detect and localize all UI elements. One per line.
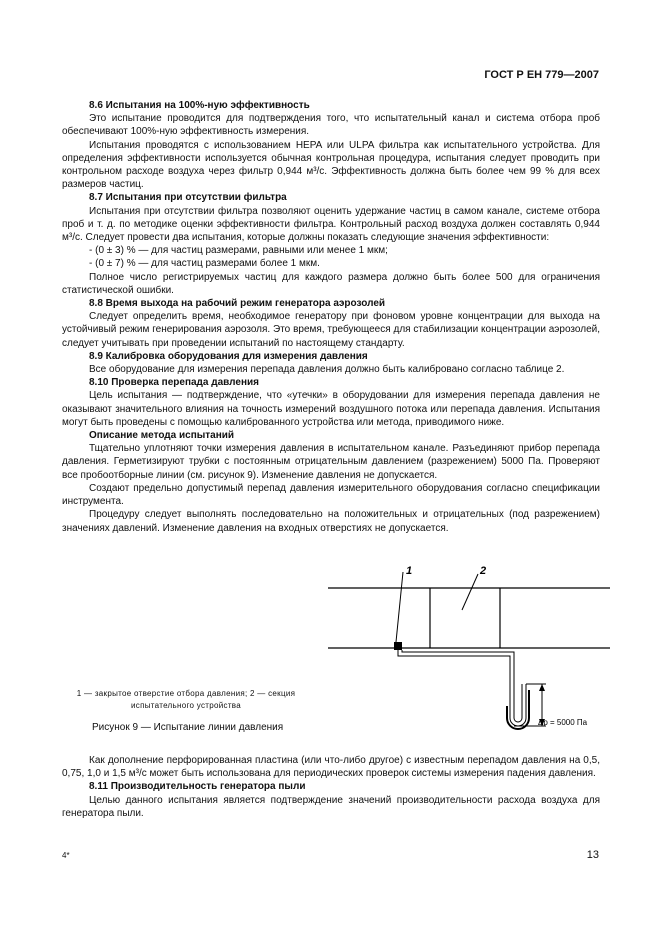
tube-outer xyxy=(402,650,522,722)
pressure-line-diagram xyxy=(320,560,610,740)
label-2-leader xyxy=(462,574,478,610)
section-8-7-item2: - (0 ± 7) % — для частиц размерами более 1 мкм. xyxy=(89,258,320,270)
body-text-bottom xyxy=(62,754,600,820)
dp-label: Δp = 5000 Па xyxy=(538,718,588,727)
section-8-11-title: 8.11 Производительность генератора пыли xyxy=(89,781,306,793)
section-8-7-title: 8.7 Испытания при отсутствии фильтра xyxy=(89,192,287,204)
section-8-7-p2: Полное число регистрируемых частиц для каждого размера должно быть более 500 для ограничения статистической ошибки. xyxy=(62,271,600,296)
label-2: 2 xyxy=(480,565,487,577)
figure-caption: Рисунок 9 — Испытание линии давления xyxy=(92,722,284,733)
closed-tap-marker xyxy=(394,642,402,650)
dp-arrow-top xyxy=(539,684,545,691)
after-figure-p1: Как дополнение перфорированная пластина (или что-либо другое) с известным перепадом давления на 0,5, 0,75, 1,0 и 1,5 м³/с может быть использована для периодических проверок системы измерения падения давления. xyxy=(62,755,600,780)
body-text-top xyxy=(62,99,600,535)
section-8-6-title: 8.6 Испытания на 100%-ную эффективность xyxy=(89,100,310,111)
section-8-10-p1: Цель испытания — подтверждение, что «утечки» в оборудовании для измерения перепада давления не оказывают значительного влияния на точность измерений воздушного потока или перепада давления. Испытания могут быть проведены с помощью калиброванного устройства или метода, приводимого ниже. xyxy=(62,390,600,428)
standard-header: ГОСТ Р ЕН 779—2007 xyxy=(484,69,599,81)
page-number: 13 xyxy=(586,849,599,861)
section-8-8-p1: Следует определить время, необходимое генератору при фоновом уровне концентрации для выхода на устойчивый режим генерирования аэрозоля. Это время, требующееся для стабилизации концентрации аэрозолей, следует учитывать при проведении испытаний по настоящему стандарту. xyxy=(62,311,600,349)
figure-9-diagram xyxy=(320,560,610,740)
method-subtitle: Описание метода испытаний xyxy=(89,430,235,442)
label-1-leader xyxy=(396,572,403,642)
label-1: 1 xyxy=(406,565,413,577)
section-8-7-item1: - (0 ± 3) % — для частиц размерами, равными или менее 1 мкм; xyxy=(89,245,388,257)
figure-legend: 1 — закрытое отверстие отбора давления; 2 — секция испытательного устройства xyxy=(76,689,296,710)
section-8-10-p2: Тщательно уплотняют точки измерения давления в испытательном канале. Разъединяют прибор перепада давления. Герметизируют трубки с постоянным отрицательным давлением (разрежением) 5000 Па. Проверяют все пробоотборные линии (см. рисунок 9). Изменение давления не допускается. xyxy=(62,443,600,481)
footer-mark: 4* xyxy=(62,851,70,860)
section-8-9-title: 8.9 Калибровка оборудования для измерения давления xyxy=(89,350,368,362)
section-8-6-p1: Это испытание проводится для подтверждения того, что испытательный канал и система отбора проб обеспечивают 100%-ную эффективность измерения. xyxy=(62,113,600,138)
section-8-9-p1: Все оборудование для измерения перепада давления должно быть калибровано согласно таблице 2. xyxy=(89,364,565,376)
section-8-10-p3: Создают предельно допустимый перепад давления измерительного оборудования согласно спецификации инструмента. xyxy=(62,482,600,508)
section-8-10-title: 8.10 Проверка перепада давления xyxy=(89,377,259,389)
section-8-6-p2: Испытания проводятся с использованием HEPA или ULPA фильтра как испытательного устройства. Для определения эффективности используется обычная контрольная процедура, испытания следует проводить при контрольном расходе воздуха через фильтр 0,944 м³/с. Эффективность должна быть более чем 99 % для всех размеров частиц. xyxy=(62,139,600,191)
section-8-8-title: 8.8 Время выхода на рабочий режим генератора аэрозолей xyxy=(89,298,386,310)
section-8-7-p1: Испытания при отсутствии фильтра позволяют оценить удержание частиц в самом канале, системе отбора проб и т. д. по методике оценки эффективности фильтра. Контрольный расход воздуха должен составлять 0,944 м³/с. Следует провести два испытания, которые должны показать следующие значения эффективности: xyxy=(62,205,600,244)
section-8-10-p4: Процедуру следует выполнять последовательно на положительных и отрицательных (под разрежением) значениях давлений. Изменение давления на входных отверстиях не допускается. xyxy=(62,509,600,534)
section-8-11-p1: Целью данного испытания является подтверждение значений производительности расхода воздуха для генератора пыли. xyxy=(62,794,600,819)
